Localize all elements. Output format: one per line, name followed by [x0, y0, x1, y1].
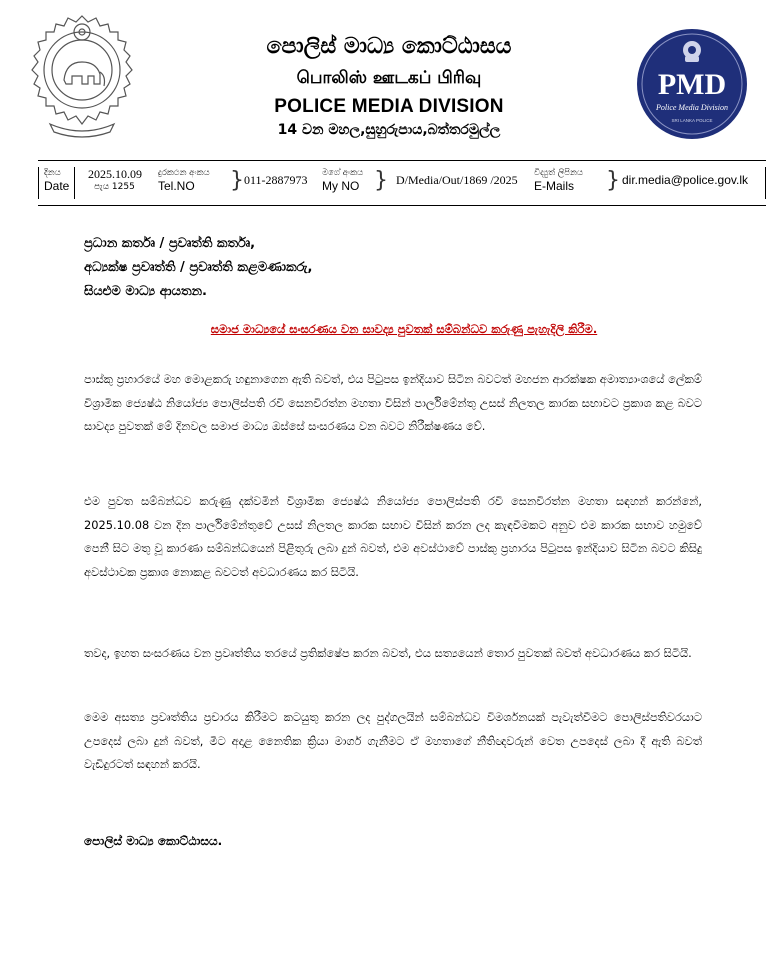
email-label-si: විද්‍යුත් ලිපිනය: [534, 168, 583, 178]
tel-label-si: දුරකථන අංකය: [158, 168, 210, 178]
reference-info-bar: [38, 160, 766, 206]
subject-heading: සමාජ මාධ්‍යයේ සංසරණය වන සාවද්‍ය පුවතක් සම්බන්ධව කරුණු පැහැදිලි කිරීම.: [210, 322, 598, 336]
header-title-english: POLICE MEDIA DIVISION: [274, 96, 504, 117]
email-value: dir.media@police.gov.lk: [622, 173, 749, 187]
email-label: [534, 167, 583, 194]
body-paragraph: තවද, ඉහත සංසරණය වන ප්‍රවෘත්තිය තරයේ ප්‍රතික්ෂේප කරන බවත්, එය සත්‍යයෙන් තොර පුවතක් බවත් අවධාරණය කර සිටියි.: [84, 646, 692, 660]
addressee-line: සියළුම මාධ්‍ය ආයතන.: [84, 284, 207, 299]
body-paragraph: එම පුවත සම්බන්ධව කරුණු දක්වමින් විශ්‍රාමික ජ්‍යෙෂ්ඨ නියෝජ්‍ය පොලිස්පති රවි සෙනවිරත්න මහතා සඳහන් කරන්නේ, 2025.10.08 වන දින පාර්ලිමේන්තුවේ උසස් නිලතල කාරක සභාව විසින් කරන ලද කැඳවීමකට අනුව එම කාරක සභාව හමුවේ පෙනී සිට මතු වූ කාරණා සම්බන්ධයෙන් පිළිතුරු ලබා දුන් බවත්, එම අවස්ථාවේ පාස්කු ප්‍රහාරය පිටුපස ඉන්දියාව සිටින බවට කිසිදු අවස්ථාවක ප්‍රකාශ නොකළ බවටත් අවධාරණය කර සිටියි.: [84, 494, 702, 579]
addressee-line: ප්‍රධාන කර්තෘ / ප්‍රවෘත්ති කර්තෘ,: [84, 236, 256, 251]
tel-label: [158, 167, 210, 194]
addressee-line: අධ්‍යක්ෂ ප්‍රවෘත්ති / ප්‍රවෘත්ති කළමණාකරු,: [84, 260, 313, 275]
bracket-glyph: }: [230, 168, 244, 193]
addressee-block: [84, 232, 312, 304]
body-paragraph: මෙම අසත්‍ය ප්‍රවෘත්තිය ප්‍රචාරය කිරීමට කටයුතු කරන ලද පුද්ගලයින් සම්බන්ධව විමර්ශනයක් පැවැත්වීමට පොලිස්පතිවරයාට උපදෙස් ලබා දුන් බවත්, මීට අදාළ නෛතික ක්‍රියා මාර්ග ගැනීමට ඒ මහතාගේ නීතිඥවරුන් වෙත උපදෙස් ලබා දී ඇති බවත් වැඩිදුරටත් සඳහන් කරයි.: [84, 710, 702, 771]
tel-label-en: Tel.NO: [158, 179, 195, 193]
date-value: 2025.10.09: [88, 167, 142, 181]
header-title-tamil: பொலிஸ் ஊடகப் பிரிவு: [296, 68, 482, 88]
bracket-glyph: }: [374, 168, 388, 193]
bracket-glyph: }: [606, 168, 620, 193]
my-number-label-en: My NO: [322, 179, 360, 193]
signature: පොලිස් මාධ්‍ය කොට්ඨාසය.: [84, 834, 223, 848]
time-value: පැය 1255: [94, 182, 135, 192]
body-paragraph: පාස්කු ප්‍රහාරයේ මහ මොළකරු හඳුනාගෙන ඇති බවත්, එය පිටුපස ඉන්දියාව සිටින බවටත් මහජන ආරක්ෂක අමාත්‍යාංශයේ ලේකම් විශ්‍රාමික ජ්‍යෙෂ්ඨ නියෝජ්‍ය පොලිස්පති රවි සෙනවිරත්න මහතා විසින් පාර්ලිමේන්තු උසස් නිලතල කාරක සභාවට ප්‍රකාශ කළ බවට සාවද්‍ය පුවතක් මේ දිනවල සමාජ මාධ්‍ය ඔස්සේ සංසරණය වන බවට නිරීක්ෂණය වේ.: [84, 372, 702, 433]
email-label-en: E-Mails: [534, 179, 575, 193]
my-number-label-si: මගේ අංකය: [322, 168, 364, 178]
divider: [765, 167, 766, 199]
pmd-logo-subtext: Police Media Division: [656, 103, 728, 112]
pmd-logo-country: SRI LANKA POLICE: [671, 118, 713, 123]
pmd-logo: [636, 28, 748, 140]
divider: [74, 167, 75, 199]
pmd-logo-text: PMD: [657, 68, 727, 101]
date-label-en: Date: [44, 179, 70, 193]
header-address: 14 වන මහල,සුහුරුපාය,බත්තරමුල්ල: [277, 122, 501, 138]
date-label: [44, 167, 69, 194]
date-label-si: දිනය: [44, 168, 61, 178]
header-title-sinhala: පොලිස් මාධ්‍ය කොට්ඨාසය: [266, 34, 512, 59]
police-crest-logo: [30, 14, 134, 138]
my-number-label: [322, 167, 363, 194]
my-number-value: D/Media/Out/1869 /2025: [396, 173, 518, 187]
tel-value: 011-2887973: [244, 173, 308, 187]
divider: [38, 167, 39, 199]
